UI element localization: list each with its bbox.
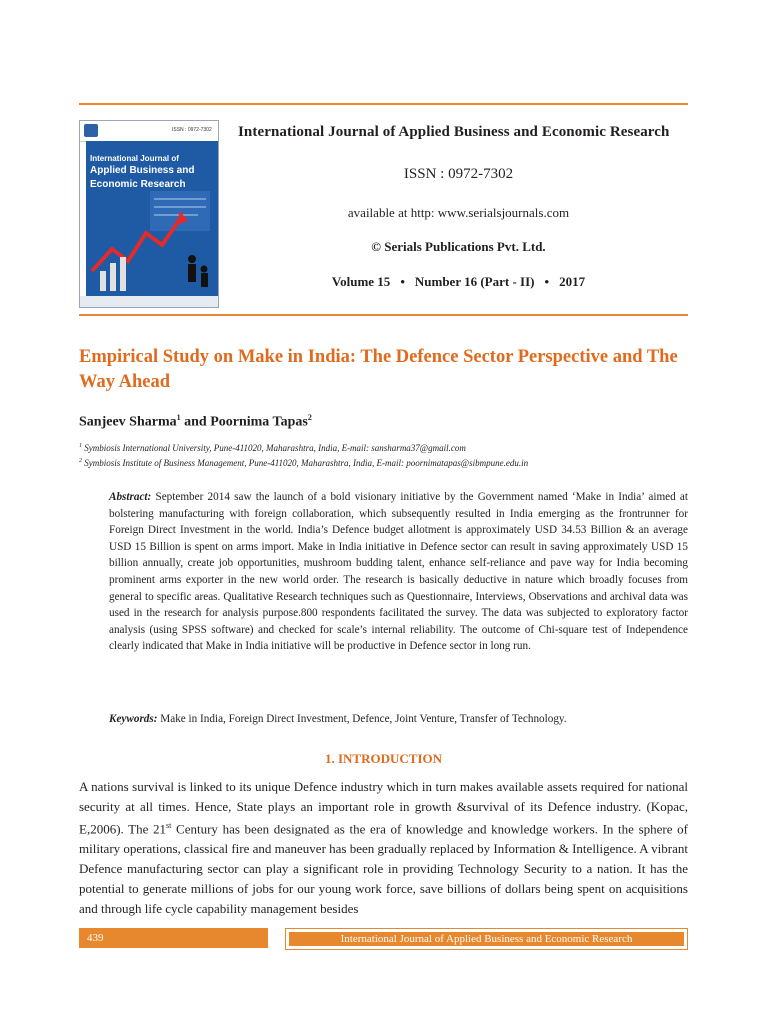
bullet-separator: • <box>544 274 550 289</box>
volume: Volume 15 <box>331 274 391 289</box>
footer-journal-box <box>285 928 688 950</box>
journal-cover-image <box>79 120 219 308</box>
author-2: Poornima Tapas <box>210 414 308 430</box>
affiliation-1 <box>79 443 466 453</box>
journal-website: available at http: www.serialsjournals.com <box>347 205 570 220</box>
abstract-label: Abstract: <box>109 491 152 503</box>
affiliation-2-mark: 2 <box>79 458 82 464</box>
author-1: Sanjeev Sharma <box>79 414 177 430</box>
affiliation-1-text: Symbiosis International University, Pune-411020, Maharashtra, India, E-mail: sansharma37@gmail.com <box>82 443 466 453</box>
top-rule <box>79 103 688 105</box>
affiliation-2 <box>79 458 528 468</box>
author-1-mark: 1 <box>176 413 181 422</box>
cover-title-line2: Applied Business and <box>90 165 195 176</box>
cover-title-line3: Economic Research <box>90 179 186 190</box>
publisher: © Serials Publications Pvt. Ltd. <box>371 239 546 254</box>
affiliation-2-text: Symbiosis Institute of Business Management, Pune-411020, Maharashtra, India, E-mail: poornimatapas@sibmpune.edu.in <box>82 458 529 468</box>
author-joiner: and <box>180 414 211 430</box>
keywords <box>109 713 688 725</box>
abstract <box>109 489 688 655</box>
affiliation-1-mark: 1 <box>79 443 82 449</box>
bullet-separator: • <box>400 274 405 289</box>
cover-title-line1: International Journal of <box>90 154 179 163</box>
year: 2017 <box>559 274 586 289</box>
introduction-paragraph <box>79 777 688 918</box>
keywords-text: Make in India, Foreign Direct Investment, Defence, Joint Venture, Transfer of Technology. <box>157 713 567 725</box>
authors <box>79 413 312 431</box>
journal-issn: ISSN : 0972-7302 <box>403 166 514 182</box>
volume-line <box>230 274 687 290</box>
section-heading: 1. INTRODUCTION <box>324 751 442 766</box>
keywords-label: Keywords: <box>109 713 158 725</box>
cover-footer-bar <box>80 296 219 307</box>
cover-issn: ISSN : 0972-7302 <box>172 127 212 133</box>
intro-part-1: A nations survival is linked to its unique Defence industry which in turn makes available assets required for national security at all times. Hence, State plays an important role in growth &survival of its Defence industry. (Kopac, E,2006). The 21 <box>79 779 688 837</box>
issue-number: Number 16 (Part - II) <box>414 274 535 289</box>
author-2-mark: 2 <box>307 413 312 422</box>
article-title: Empirical Study on Make in India: The Defence Sector Perspective and The Way Ahead <box>79 347 678 392</box>
abstract-text: September 2014 saw the launch of a bold visionary initiative by the Government named ‘Make in India’ aimed at bolstering manufacturing with foreign collaboration, which subsequently resulted in India emerging as the frontrunner for Foreign Direct Investment in the world. India’s Defence budget allotment is approximately USD 34.53 Billion & an average USD 15 Billion is spent on arms import. Make in India initiative in Defence sector can result in saving approximately USD 15 billion annually, create job opportunities, mushroom budding talent, enhance self-reliance and pave way for India becoming prominent arms exporter in the new world order. The research is basically deductive in nature which broadly focuses from general to specific areas. Qualitative Research techniques such as Questionnaire, Interviews, Observations and archival data was used in the research for analysis purpose.800 respondents facilitated the survey. The data was subjected to exploratory factor analysis (using SPSS software) and checked for scale’s internal reliability. The outcome of Chi-square test of Independence clearly indicated that Make in India initiative will be productive in Defence sector in long run. <box>109 491 688 653</box>
journal-name: International Journal of Applied Business and Economic Research <box>238 124 670 140</box>
intro-superscript: st <box>166 821 172 831</box>
footer-journal-name: International Journal of Applied Business and Economic Research <box>289 932 684 946</box>
intro-part-2: Century has been designated as the era of knowledge and knowledge workers. In the sphere of military operations, classical fire and maneuver has been gradually replaced by Information & Intelligence. A vibrant Defence manufacturing sector can play a significant role in providing Technology Security to a nation. It has the potential to generate millions of jobs for our young work force, save billions of dollars being spent on acquisitions and through life cycle capability management besides <box>79 821 688 916</box>
header-bottom-rule <box>79 314 688 316</box>
cover-illustration <box>80 121 219 308</box>
page-number: 439 <box>79 928 268 948</box>
